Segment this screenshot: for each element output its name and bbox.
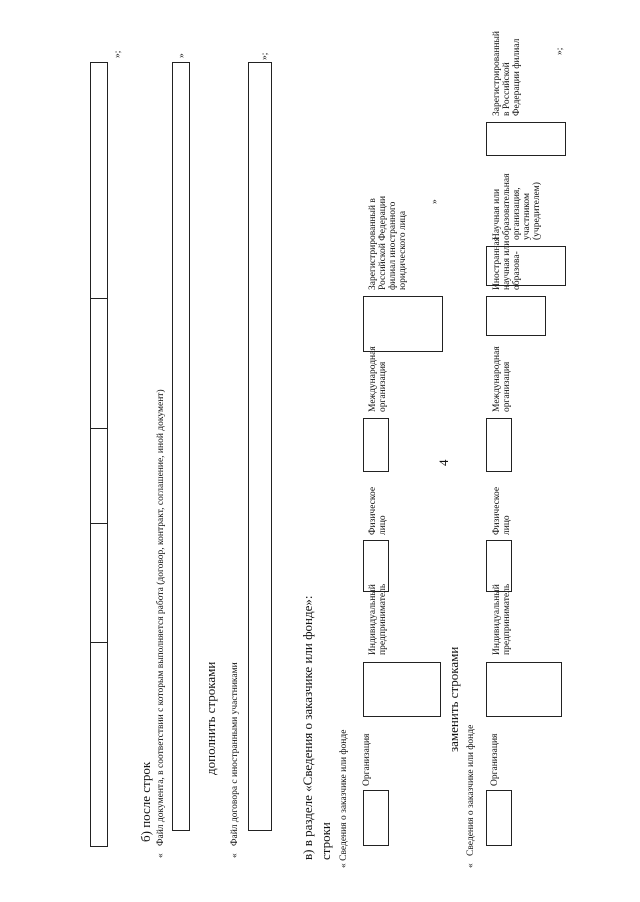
section-b-heading: б) после строк (138, 761, 153, 842)
option2-checkbox-entrepreneur[interactable] (486, 662, 562, 717)
quote-mark: « (156, 853, 166, 858)
option2-label-individual: Физическое лицо (492, 486, 512, 535)
option-label-individual: Физическое лицо (368, 486, 388, 535)
document-table-row (90, 62, 108, 847)
section-v-heading: в) в разделе «Сведения о заказчике или фонде»: (300, 595, 315, 860)
option2-checkbox-branch[interactable] (486, 122, 566, 156)
table-divider (90, 523, 108, 524)
close-mark: »; (113, 50, 123, 58)
option-label-branch: Зарегистрированный в Российской Федерации филиал иностранного юридического лица (368, 195, 408, 290)
option-label-entrepreneur: Индивидуальный предприниматель (368, 583, 388, 655)
option-label-international: Международная организация (368, 346, 388, 412)
option2-label-research-participant: Научная или образовательная организация, участником (учредителем) (492, 173, 542, 240)
option-checkbox-individual[interactable] (363, 540, 389, 592)
section-v-subheading: строки (318, 822, 333, 860)
option2-label-branch: Зарегистрированный в Российской Федерации филиал (492, 31, 522, 116)
option2-checkbox-organization[interactable] (486, 790, 512, 846)
option2-label-entrepreneur: Индивидуальный предприниматель (492, 583, 512, 655)
replace-heading: заменить строками (446, 646, 461, 752)
option2-checkbox-foreign-research[interactable] (486, 296, 546, 336)
close-mark: » (177, 53, 187, 58)
option-checkbox-entrepreneur[interactable] (363, 662, 441, 717)
option2-label-international: Международная организация (492, 346, 512, 412)
quote-mark: « (230, 853, 240, 858)
option-checkbox-branch[interactable] (363, 296, 443, 352)
quote-mark: « (466, 863, 476, 868)
option2-checkbox-research-participant[interactable] (486, 246, 566, 286)
customer-info-label: « Сведения о заказчике или фонде (339, 729, 349, 868)
close-mark: »; (260, 52, 270, 60)
foreign-contract-field[interactable] (248, 62, 272, 831)
supplement-heading: дополнить строками (203, 661, 218, 775)
table-divider (90, 298, 108, 299)
document-file-label: Файл документа, в соответствии с которым выполняется работа (договор, контракт, соглашение, иной документ) (156, 389, 166, 846)
customer-info-label-2: Сведения о заказчике или фонде (466, 724, 476, 856)
close-mark: » (430, 199, 440, 204)
page-number: 4 (436, 459, 451, 466)
option2-checkbox-international[interactable] (486, 418, 512, 472)
option2-label-organization: Организация (490, 733, 500, 786)
option-checkbox-international[interactable] (363, 418, 389, 472)
option2-label-foreign-research: Иностранная научная или образова- (492, 236, 522, 290)
table-divider (90, 428, 108, 429)
document-file-field[interactable] (172, 62, 190, 831)
option2-checkbox-individual[interactable] (486, 540, 512, 592)
table-divider (90, 642, 108, 643)
close-mark: »; (555, 47, 565, 55)
foreign-contract-label: Файл договора с иностранными участниками (230, 662, 240, 846)
option-label-organization: Организация (362, 733, 372, 786)
option-checkbox-organization[interactable] (363, 790, 389, 846)
